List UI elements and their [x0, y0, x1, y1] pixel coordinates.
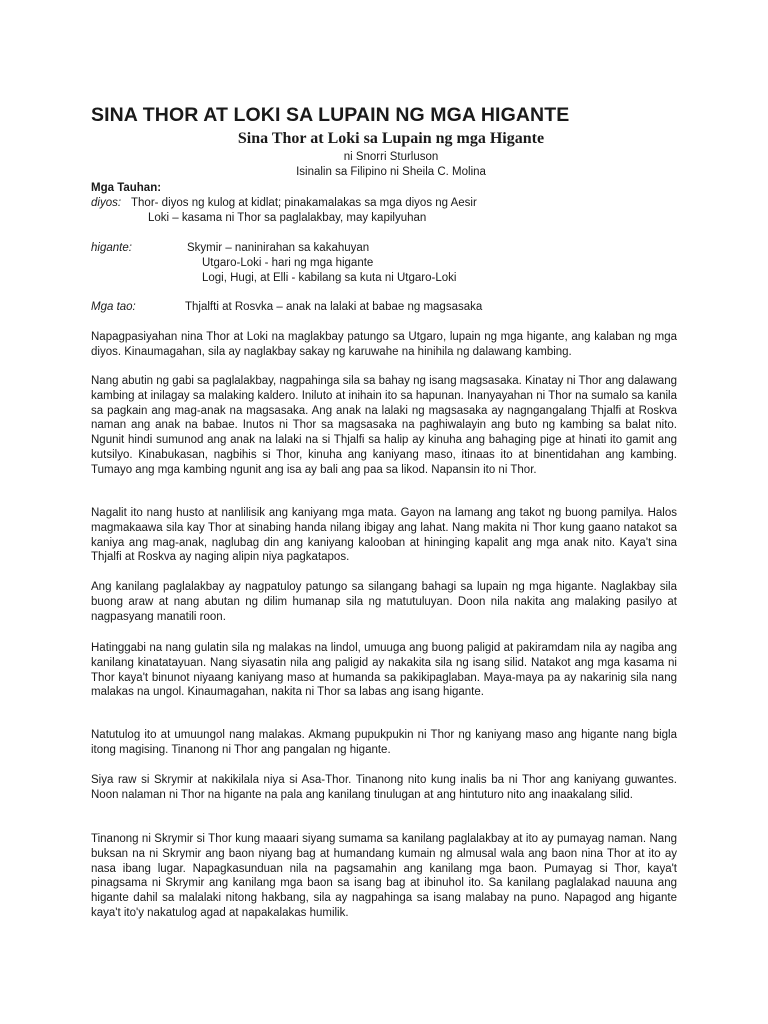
paragraph: Nang abutin ng gabi sa paglalakbay, nagpahinga sila sa bahay ng isang magsasaka. Kinatay ni Thor ang dalawang kambing at inilagay sa malaking kaldero. Iniluto at inihain ito sa hapunan. Inanyayahan ni Thor na sumalo sa kanila sa pagkain ang mag-anak na magsasaka. Ang anak na lalaki ng magsasaka ay nagngangalang Thjalfi at Roskva naman ang anak na babae. Inutos ni Thor sa magsasaka na paghiwalayin ang buto ng kambing sa balat nito. Ngunit hindi sumunod ang anak na lalaki na si Thjalfi sa halip ay kinuha ang bahaging pige at hinati ito gamit ang kutsilyo. Kinabukasan, nagbihis si Thor, kinuha ang kaniyang maso, itinaas ito at binentidahan ang kambing. Tumayo ang mga kambing ngunit ang isa ay bali ang paa sa likod. Napansin ito ni Thor.	[91, 375, 677, 476]
people-label: Mga tao:	[91, 301, 136, 313]
god-entry: Loki – kasama ni Thor sa paglalakbay, may kapilyuhan	[148, 212, 427, 224]
paragraph: Hatinggabi na nang gulatin sila ng malakas na lindol, umuuga ang buong paligid at pakiramdam nila ay nagiba ang kanilang kinatatayuan. Nang siyasatin nila ang paligid ay nakakita sila ng isang silid. Natakot ang mga kasama ni Thor kaya't binunot niyaang kaniyang maso at humanda sa pakikipaglaban. Maya-maya pa ay nakarinig sila nang malakas na ungol. Kinaumagahan, nakita ni Thor sa labas ang isang higante.	[91, 642, 677, 699]
paragraph: Tinanong ni Skrymir si Thor kung maaari siyang sumama sa kanilang paglalakbay at ito ay pumayag naman. Nang buksan na ni Skrymir ang baon niyang bag at humandang kumain ng almusal wala ang baon nina Thor at ito ay nasa ibang lugar. Napagkasunduan nila na pagsamahin ang kanilang mga baon. Pumayag si Thor, kaya't pinagsama ni Skrymir ang kanilang mga baon sa isang bag at ibinuhol ito. Sa kanilang paglalakad nauuna ang higante dahil sa malalaki nitong hakbang, sila ay nagpahinga sa isang malabay na puno. Napagod ang higante kaya't ito'y nakatulog agad at napakalakas humilik.	[91, 833, 677, 919]
gods-label: diyos:	[91, 197, 122, 209]
paragraph: Ang kanilang paglalakbay ay nagpatuloy patungo sa silangang bahagi sa lupain ng mga higante. Naglakbay sila buong araw at nang abutan ng dilim humanap sila ng matutuluyan. Doon nila nakita ang malaking pasilyo at nagpasyang manatili roon.	[91, 581, 677, 623]
god-entry: Thor- diyos ng kulog at kidlat; pinakamalakas sa mga diyos ng Aesir	[131, 197, 477, 209]
people-entry: Thjalfti at Rosvka – anak na lalaki at babae ng magsasaka	[185, 301, 483, 313]
paragraph: Siya raw si Skrymir at nakikilala niya si Asa-Thor. Tinanong nito kung inalis ba ni Thor ang kaniyang guwantes. Noon nalaman ni Thor na higante na pala ang kanilang tinulugan at ang hintuturo nito ang inaakalang silid.	[91, 774, 677, 801]
giant-entry: Logi, Hugi, at Elli - kabilang sa kuta ni Utgaro-Loki	[202, 272, 457, 284]
paragraph: Natutulog ito at umuungol nang malakas. Akmang pupukpukin ni Thor ng kaniyang maso ang higante nang bigla itong magising. Tinanong ni Thor ang pangalan ng higante.	[91, 729, 677, 756]
characters-heading: Mga Tauhan:	[91, 182, 162, 194]
giant-entry: Skymir – naninirahan sa kakahuyan	[187, 242, 370, 254]
paragraph: Napagpasiyahan nina Thor at Loki na maglakbay patungo sa Utgaro, lupain ng mga higante, ang kalaban ng mga diyos. Kinaumagahan, sila ay naglakbay sakay ng karuwahe na hinihila ng dalawang kambing.	[91, 331, 677, 358]
author-line: ni Snorri Sturluson	[343, 151, 439, 163]
page-subtitle: Sina Thor at Loki sa Lupain ng mga Higante	[237, 130, 545, 147]
paragraph: Nagalit ito nang husto at nanlilisik ang kaniyang mga mata. Gayon na lamang ang takot ng buong pamilya. Halos magmakaawa sila kay Thor at sinabing handa nilang ibigay ang lahat. Nang makita ni Thor kung gaano natakot sa kaniya ang mag-anak, naglubag din ang kaniyang kalooban at hininging kapalit ang mga anak nito. Kaya't sina Thjalfi at Roskva ay naging alipin niya pagkatapos.	[91, 507, 677, 564]
giant-entry: Utgaro-Loki - hari ng mga higante	[202, 257, 374, 269]
translator-line: Isinalin sa Filipino ni Sheila C. Molina	[296, 166, 486, 178]
giants-label: higante:	[91, 242, 132, 254]
page-title: SINA THOR AT LOKI SA LUPAIN NG MGA HIGANTE	[91, 104, 570, 126]
